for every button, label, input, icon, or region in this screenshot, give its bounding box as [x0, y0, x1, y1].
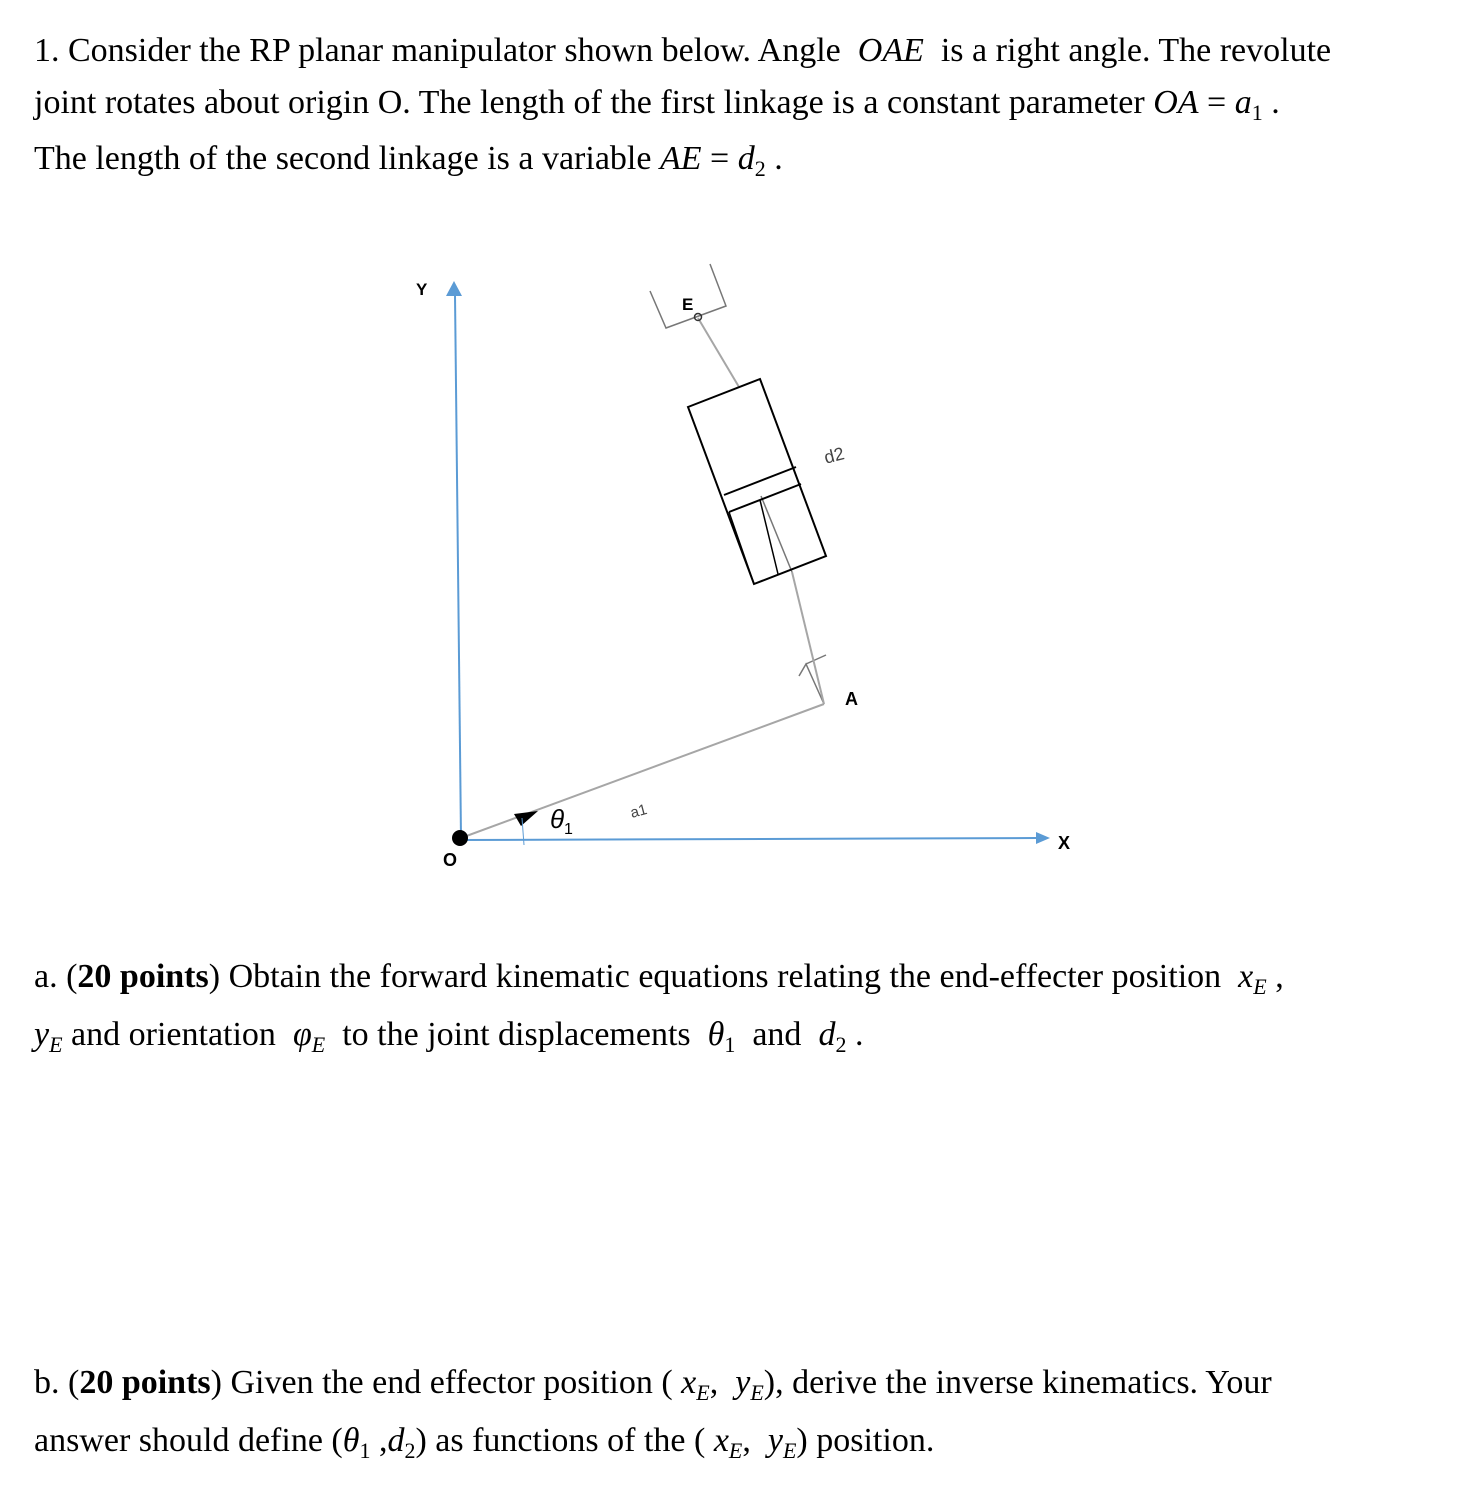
- symbol-a1-subscript: 1: [1251, 100, 1263, 125]
- equals-sign: =: [1198, 84, 1235, 121]
- symbol-xe: x: [1238, 958, 1254, 995]
- symbol-oa: OA: [1153, 84, 1199, 121]
- symbol-xe: x: [713, 1422, 729, 1459]
- label-theta: θ: [550, 804, 565, 834]
- period: .: [1262, 84, 1280, 121]
- question-text: The length of the second linkage is a variable: [34, 140, 652, 177]
- symbol-theta: θ: [707, 1016, 725, 1053]
- label-e: E: [682, 295, 694, 314]
- y-axis-arrow-icon: [446, 281, 462, 296]
- theta-arrow-icon: [514, 811, 538, 826]
- comma: ,: [370, 1422, 388, 1459]
- part-a-line-2: [34, 1016, 863, 1058]
- label-a1: a1: [628, 800, 649, 822]
- piston-rod: [761, 496, 792, 572]
- question-text: joint rotates about origin O. The length of the first linkage is a constant parameter: [34, 84, 1145, 121]
- symbol-d-subscript: 2: [835, 1032, 847, 1057]
- comma: ,: [709, 1364, 719, 1401]
- symbol-xe-subscript: E: [696, 1380, 710, 1405]
- period: .: [765, 140, 783, 177]
- symbol-ye-subscript: E: [750, 1380, 764, 1405]
- part-b-text: ) Given the end effector position (: [210, 1364, 673, 1401]
- label-a: A: [845, 689, 858, 709]
- symbol-ye-subscript: E: [49, 1032, 63, 1057]
- part-b-prefix: b. (: [34, 1364, 80, 1401]
- part-a-text: to the joint displacements: [342, 1016, 691, 1053]
- symbol-xe-subscript: E: [728, 1438, 743, 1463]
- symbol-ye: y: [34, 1016, 50, 1053]
- label-y: Y: [416, 280, 428, 299]
- symbol-d2: d: [737, 140, 755, 177]
- symbol-phi: φ: [292, 1016, 312, 1053]
- symbol-phi-subscript: E: [311, 1032, 326, 1057]
- part-a-points: 20 points: [77, 958, 209, 995]
- symbol-ye: y: [735, 1364, 751, 1401]
- symbol-xe-subscript: E: [1253, 974, 1267, 999]
- piston-rod-left: [729, 512, 754, 584]
- symbol-theta-subscript: 1: [359, 1438, 371, 1463]
- x-axis-arrow-icon: [1036, 832, 1050, 844]
- x-axis: [461, 838, 1036, 840]
- piston-rod-right: [760, 500, 778, 574]
- label-theta-subscript: 1: [564, 821, 573, 838]
- part-a-text: ) Obtain the forward kinematic equations relating the end-effecter position: [208, 958, 1222, 995]
- part-b-text: ) position.: [796, 1422, 935, 1459]
- symbol-ye: y: [767, 1422, 783, 1459]
- symbol-xe: x: [681, 1364, 697, 1401]
- part-a-line-1: [34, 958, 1284, 1000]
- comma: ,: [1266, 958, 1284, 995]
- question-text: is a right angle. The revolute: [940, 32, 1332, 69]
- right-angle-marker: [799, 664, 824, 704]
- link-ae-lower: [792, 572, 824, 704]
- question-number: 1.: [34, 32, 60, 69]
- symbol-theta: θ: [342, 1422, 360, 1459]
- symbol-a1: a: [1234, 84, 1252, 121]
- period: .: [846, 1016, 864, 1053]
- symbol-theta-subscript: 1: [724, 1032, 736, 1057]
- part-a-and: and: [752, 1016, 802, 1053]
- origin-point: [452, 830, 468, 846]
- comma: ,: [742, 1422, 751, 1459]
- symbol-d2-subscript: 2: [754, 156, 766, 181]
- part-b-text: answer should define (: [34, 1422, 343, 1459]
- label-o: O: [443, 850, 458, 870]
- equals-sign: =: [701, 140, 738, 177]
- question-text: Consider the RP planar manipulator shown below. Angle: [68, 32, 841, 69]
- right-angle-marker-edge: [806, 655, 826, 664]
- label-x: X: [1058, 833, 1071, 853]
- angle-oae: OAE: [857, 32, 924, 69]
- symbol-d-subscript: 2: [404, 1438, 416, 1463]
- label-d2: d2: [822, 443, 847, 468]
- part-a-text: and orientation: [71, 1016, 276, 1053]
- link-ae-upper: [698, 318, 739, 387]
- part-a-prefix: a. (: [34, 958, 78, 995]
- symbol-d: d: [387, 1422, 405, 1459]
- symbol-ye-subscript: E: [782, 1438, 797, 1463]
- part-b-points: 20 points: [79, 1364, 211, 1401]
- part-b-text: ), derive the inverse kinematics. Your: [763, 1364, 1272, 1401]
- part-b-line-2: [34, 1422, 934, 1464]
- part-b-text: ) as functions of the (: [415, 1422, 706, 1459]
- y-axis: [455, 295, 461, 838]
- symbol-d: d: [818, 1016, 836, 1053]
- part-b-line-1: [34, 1364, 1272, 1406]
- symbol-ae: AE: [659, 140, 702, 177]
